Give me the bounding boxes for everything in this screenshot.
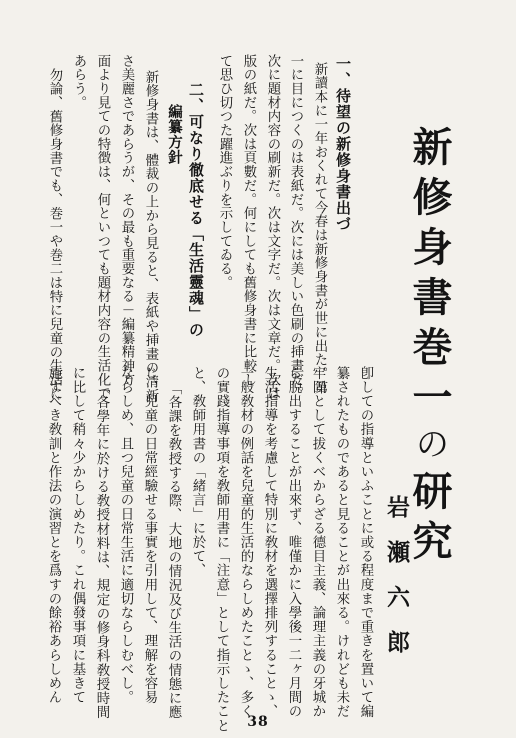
section2-line: あらう。: [71, 54, 86, 110]
body-line: じ、兒童の日常經驗せる事實を引用して、理解を容易: [142, 366, 157, 705]
body-line: の實踐指導事項を敎師用書に「注意」として指示したこと: [214, 366, 229, 733]
section2-subheading: 編纂方針: [166, 104, 183, 166]
section2-heading: 二、可なり徹底せる「生活靈魂」の: [187, 82, 205, 338]
body-line: 卽しての指導といふことに或る程度まで重きを置いて編: [358, 366, 373, 719]
body-line: 纂されたものであると見ることが出來る。けれども未だ: [334, 366, 349, 719]
body-line: と、敎師用書の「緒言」に於て、: [190, 366, 205, 578]
section1-line: 次に題材内容の刷新だ。次は文字だ。次は文章だ。次は: [265, 54, 280, 401]
section2-line: 面より見ての特徴は、何といつても題材内容の生活化で: [95, 54, 110, 401]
author-name: 岩瀬六郎: [383, 495, 410, 675]
section2-line: 勿論、舊修身書でも、巻一や巻二は特に兒童の生活に: [47, 68, 62, 401]
title-particle: の: [409, 426, 449, 470]
title-part-main: 新修身書巻一: [406, 126, 453, 426]
section1-heading: 一、待望の新修身書出づ: [334, 56, 352, 232]
body-line: 一般敎材の例話を兒童的生活的ならしめたことゝ、多く: [238, 366, 253, 719]
page-number: 38: [247, 714, 269, 730]
section1-line: 一に目につくのは表紙だ。次には美しい色刷の挿畫だ。: [288, 54, 303, 401]
section1-line: 新讀本に一年おくれて今春は新修身書が世に出た。第: [312, 62, 327, 395]
body-line: 「各課を敎授する際、大地の情況及び生活の情態に應: [166, 381, 181, 720]
body-line: ならしめ、且つ兒童の日常生活に適切ならしむべし。: [118, 366, 133, 705]
section2-line: さ美麗さであらうが、その最も重要なる－編纂精神方: [119, 54, 134, 387]
body-line: 牢固として拔くべからざる德目主義、論理主義の牙城か: [310, 366, 325, 719]
body-line: ら脱出することが出來ず、唯僅かに入學後一二ヶ月間の: [286, 366, 301, 719]
section1-line: 版の紙だ。次は頁數だ。何にしても舊修身書に比較し: [241, 54, 256, 387]
body-line: に比して稍々少からしめたり。これ偶發事項に基きて: [70, 366, 85, 705]
body-line: 「各學年に於ける敎授材料は、規定の修身科敎授時間: [94, 381, 109, 720]
section2-line: 新修身書は、體裁の上から見ると、表紙や挿畫の清新: [143, 70, 158, 403]
body-line: 生活指導を考慮して特別に敎材を選擇排列することゝ、: [262, 366, 277, 719]
title-part-end: 研究: [406, 470, 453, 570]
section1-line: て思ひ切つた躍進ぶりを示してゐる。: [217, 54, 232, 290]
body-line: 施すべき敎訓と作法の演習とを爲すの餘裕あらしめん: [46, 366, 61, 705]
